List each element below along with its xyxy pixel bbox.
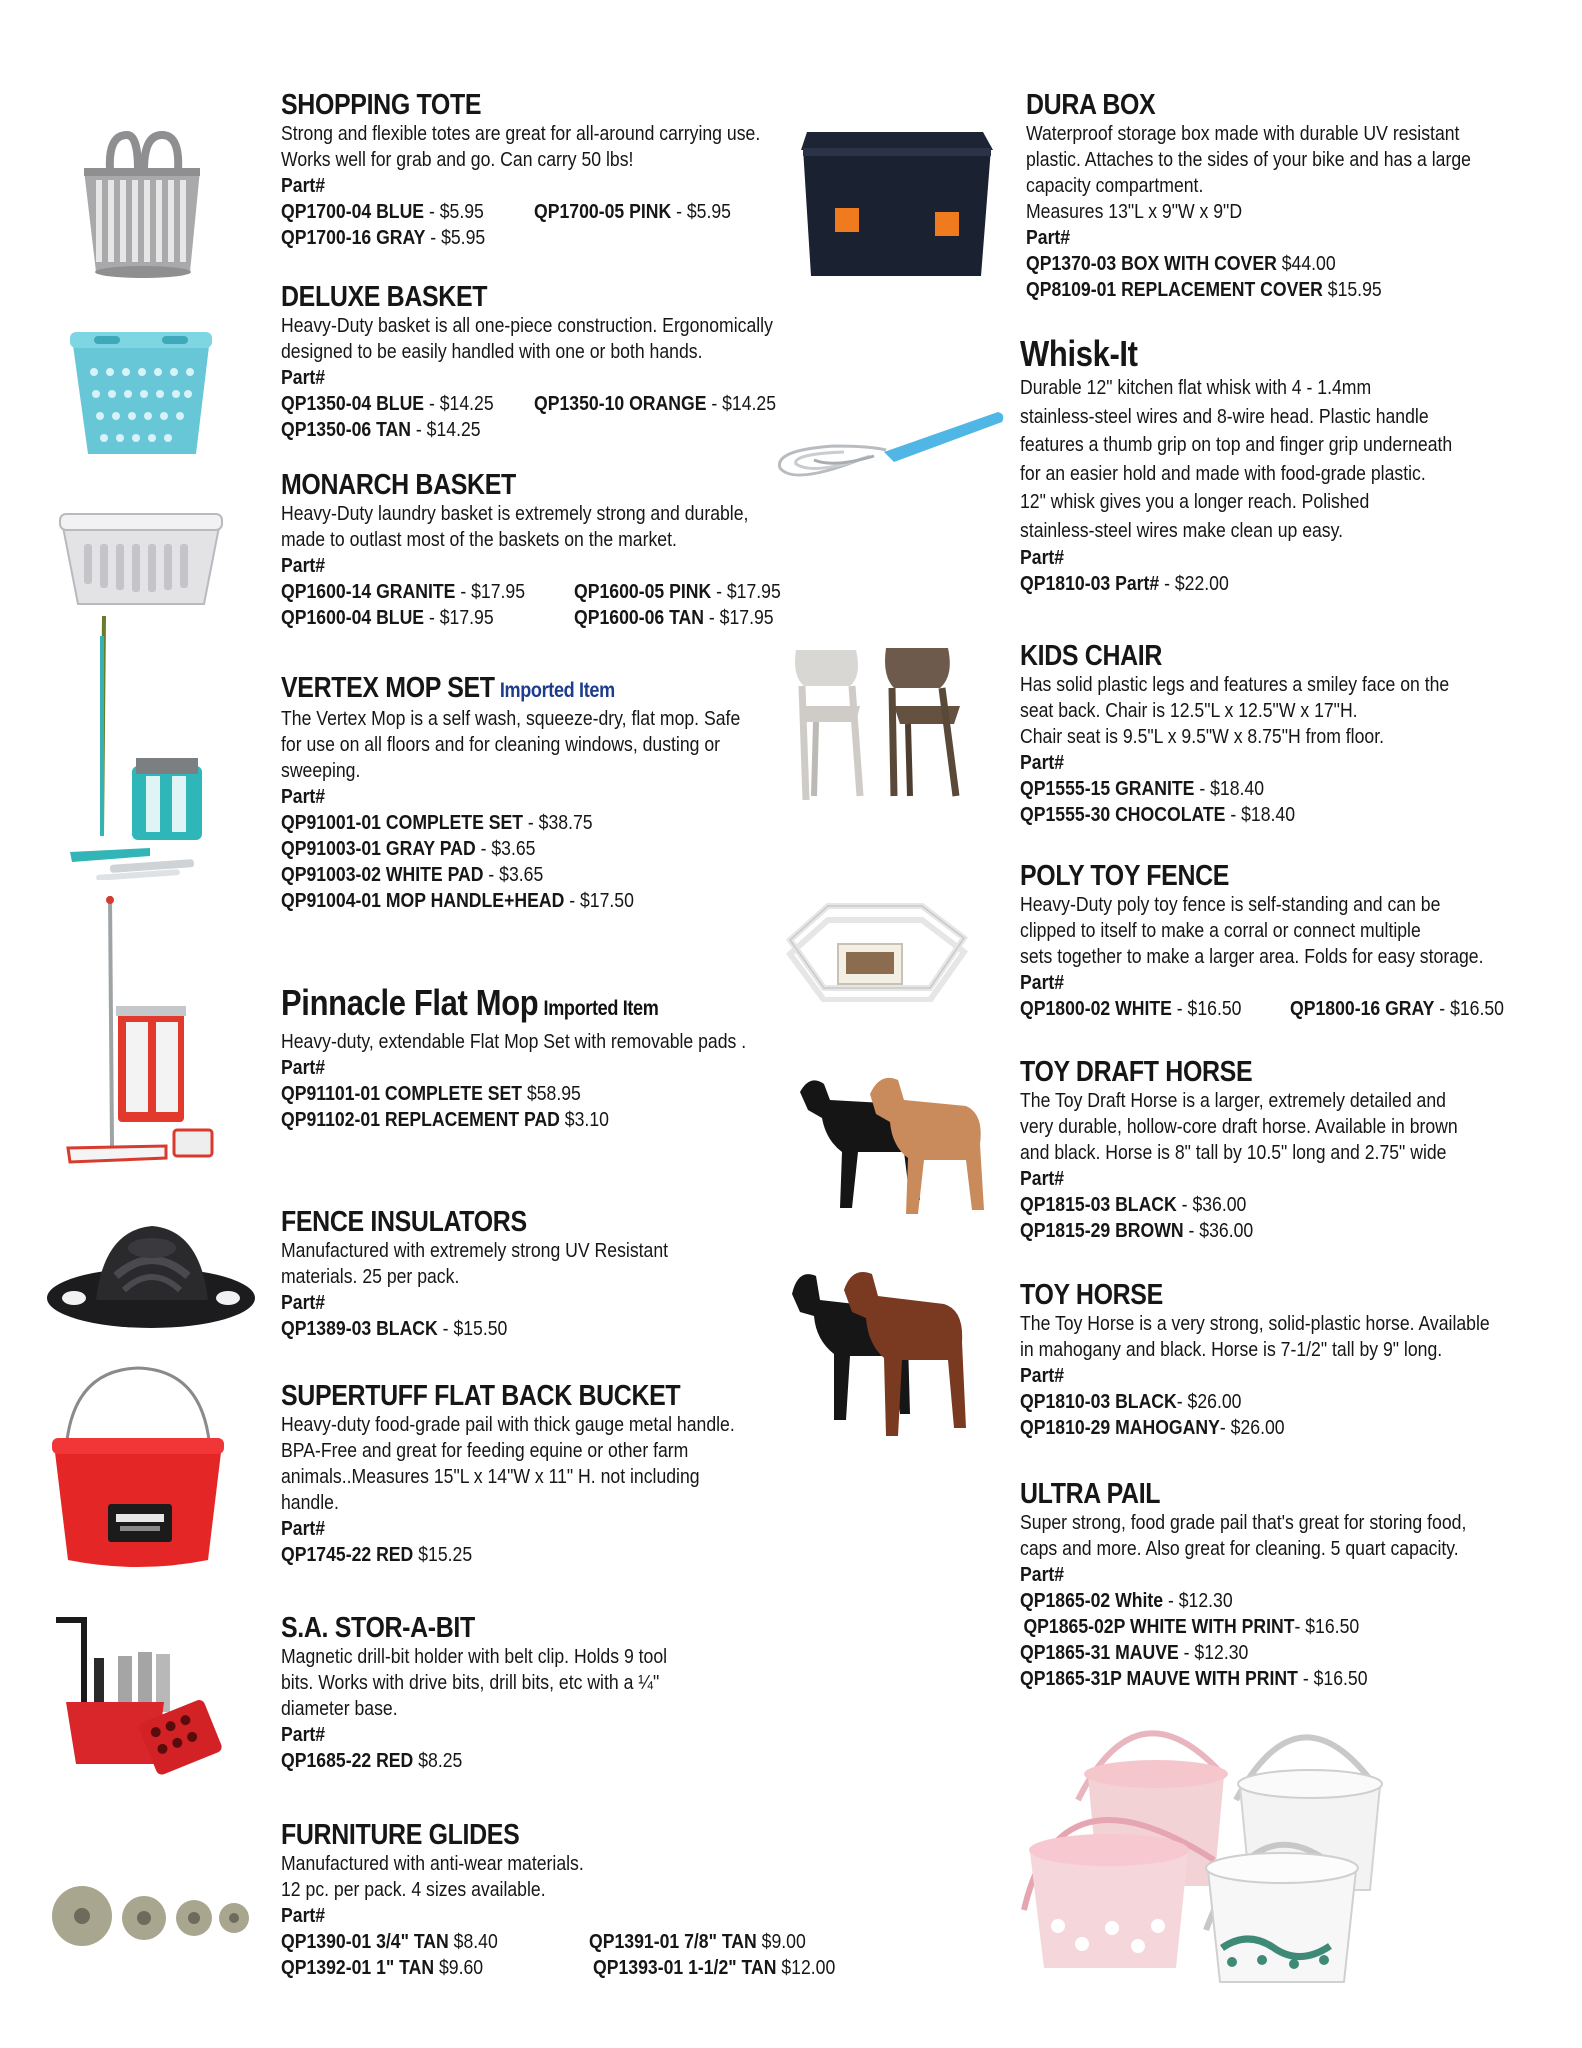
product-desc: diameter base. [281,1697,398,1720]
part-price: - $16.50 [1294,1615,1360,1638]
part-code: QP1370-03 BOX WITH COVER [1026,252,1277,275]
imported-tag: Imported Item [543,997,659,1020]
part-price: - $3.65 [475,837,536,860]
toy-draft-horse-image [780,1070,1000,1220]
product-title: ULTRA PAIL [1020,1478,1161,1510]
part-label: Part# [1020,1364,1065,1387]
product-desc: Manufactured with extremely strong UV Resistant [281,1239,669,1262]
part-price: - $5.95 [424,200,484,223]
part-code: QP1800-02 WHITE [1020,997,1172,1020]
part-code: QP1350-06 TAN [281,418,412,441]
product-desc: handle. [281,1491,339,1514]
product-title: Pinnacle Flat Mop Imported Item [281,982,659,1023]
part-code: QP1745-22 RED [281,1543,414,1566]
part-code: QP1810-03 Part# [1020,572,1160,595]
product-whisk-it [1020,334,1523,597]
product-title: S.A. STOR-A-BIT [281,1612,475,1644]
part-price: - $17.95 [455,580,526,603]
product-title: TOY HORSE [1020,1279,1163,1311]
part-code: QP1555-30 CHOCOLATE [1020,803,1226,826]
product-desc: for use on all floors and for cleaning windows, dusting or [281,733,721,756]
fence-insulator-image [44,1216,258,1334]
product-desc: Measures 13"L x 9"W x 9"D [1026,200,1243,223]
part-code: QP1389-03 BLACK [281,1317,438,1340]
part-price: $15.25 [413,1543,473,1566]
product-title: TOY DRAFT HORSE [1020,1056,1253,1088]
part-code: QP1600-06 TAN [574,606,705,629]
part-price: $12.00 [776,1956,836,1979]
part-price: - $16.50 [1297,1667,1368,1690]
product-desc: Magnetic drill-bit holder with belt clip. Holds 9 tool [281,1645,668,1668]
part-label: Part# [1020,751,1065,774]
product-title: KIDS CHAIR [1020,640,1163,672]
part-label: Part# [1020,971,1065,994]
product-desc: Heavy-Duty basket is all one-piece construction. Ergonomically [281,314,773,337]
product-desc: Heavy-duty, extendable Flat Mop Set with removable pads . [281,1030,747,1053]
product-desc: animals..Measures 15"L x 14"W x 11" H. not including [281,1465,700,1488]
product-desc: Works well for grab and go. Can carry 50 lbs! [281,148,634,171]
part-code: QP1700-04 BLUE [281,200,425,223]
part-price: - $3.65 [483,863,544,886]
part-code: QP1865-02P WHITE WITH PRINT [1023,1615,1295,1638]
part-price: - $14.25 [706,392,777,415]
part-label: Part# [281,785,326,808]
product-desc: 12 pc. per pack. 4 sizes available. [281,1878,546,1901]
part-price: - $17.95 [711,580,781,603]
part-code: QP1600-14 GRANITE [281,580,456,603]
shopping-tote-image [72,130,212,280]
part-code: QP91101-01 COMPLETE SET [281,1082,523,1105]
product-stor-a-bit [281,1613,730,1774]
part-code: QP91001-01 COMPLETE SET [281,811,524,834]
part-label: Part# [1026,226,1071,249]
product-desc: The Vertex Mop is a self wash, squeeze-dry, flat mop. Safe [281,707,741,730]
product-desc: stainless-steel wires and 8-wire head. Plastic handle [1020,404,1429,428]
product-title: MONARCH BASKET [281,469,516,501]
product-desc: The Toy Draft Horse is a larger, extremely detailed and [1020,1089,1446,1112]
part-price: - $15.50 [437,1317,508,1340]
part-code: QP8109-01 REPLACEMENT COVER [1026,278,1323,301]
part-code: QP1391-01 7/8" TAN [589,1930,757,1953]
product-desc: Heavy-Duty laundry basket is extremely strong and durable, [281,502,749,525]
toy-horse-image [780,1264,980,1444]
product-desc: very durable, hollow-core draft horse. Available in brown [1020,1115,1458,1138]
part-price: $15.95 [1322,278,1382,301]
part-label: Part# [1020,1563,1065,1586]
furniture-glides-image [48,1880,254,1950]
product-title: DELUXE BASKET [281,281,488,313]
part-code: QP1865-31P MAUVE WITH PRINT [1020,1667,1298,1690]
product-desc: seat back. Chair is 12.5"L x 12.5"W x 17"H. [1020,699,1358,722]
ultra-pail-image [1018,1690,1438,1990]
part-price: - $38.75 [523,811,593,834]
stor-a-bit-image [54,1598,224,1788]
part-code: QP1700-16 GRAY [281,226,426,249]
part-code: QP1600-05 PINK [574,580,712,603]
part-price: $8.40 [448,1930,498,1953]
part-code: QP1865-02 White [1020,1589,1164,1612]
part-code: QP1392-01 1" TAN [281,1956,435,1979]
part-label: Part# [1020,546,1065,569]
product-desc: Heavy-duty food-grade pail with thick gauge metal handle. [281,1413,735,1436]
part-price: - $16.50 [1434,997,1504,1020]
supertuff-bucket-image [50,1364,226,1574]
part-price: - $17.95 [704,606,774,629]
product-pinnacle-mop [281,983,822,1133]
part-price: - $17.50 [564,889,634,912]
product-desc: Strong and flexible totes are great for all-around carrying use. [281,122,761,145]
product-desc: sets together to make a larger area. Folds for easy storage. [1020,945,1484,968]
product-poly-fence [1020,861,1559,1022]
product-dura-box [1026,90,1543,303]
part-price: - $36.00 [1183,1219,1254,1242]
part-price: $44.00 [1276,252,1336,275]
part-price: - $18.40 [1194,777,1265,800]
product-monarch-basket [281,470,825,631]
part-label: Part# [281,1517,326,1540]
product-title: VERTEX MOP SET Imported Item [281,672,615,704]
product-desc: made to outlast most of the baskets on the market. [281,528,677,551]
product-furniture-glides [281,1819,836,1981]
product-title: SHOPPING TOTE [281,89,482,121]
product-desc: bits. Works with drive bits, drill bits, etc with a ¼" [281,1671,660,1694]
product-kids-chair [1020,641,1519,828]
product-title: DURA BOX [1026,89,1156,121]
part-label: Part# [281,1056,326,1079]
product-title: FURNITURE GLIDES [281,1819,520,1851]
part-code: QP1700-05 PINK [534,200,672,223]
product-desc: designed to be easily handled with one or both hands. [281,340,703,363]
part-price: $3.10 [559,1108,609,1131]
monarch-basket-image [58,504,224,610]
product-ultra-pail [1020,1479,1539,1692]
part-code: QP1815-03 BLACK [1020,1193,1177,1216]
product-desc: and black. Horse is 8" tall by 10.5" long and 2.75" wide [1020,1141,1447,1164]
part-price: - $5.95 [425,226,486,249]
product-desc: plastic. Attaches to the sides of your bike and has a large [1026,148,1471,171]
whisk-image [774,406,1008,496]
vertex-mop-image [66,616,216,880]
part-code: QP1350-10 ORANGE [534,392,707,415]
part-code: QP1555-15 GRANITE [1020,777,1195,800]
part-label: Part# [281,1291,326,1314]
product-desc: in mahogany and black. Horse is 7-1/2" tall by 9" long. [1020,1338,1443,1361]
product-title: POLY TOY FENCE [1020,860,1230,892]
part-code: QP1815-29 BROWN [1020,1219,1184,1242]
product-desc: features a thumb grip on top and finger grip underneath [1020,433,1453,456]
kids-chair-image [790,646,990,804]
part-price: - $16.50 [1171,997,1242,1020]
part-code: QP1393-01 1-1/2" TAN [593,1956,777,1979]
product-desc: Durable 12" kitchen flat whisk with 4 - 1.4mm [1020,376,1372,399]
product-desc: The Toy Horse is a very strong, solid-plastic horse. Available [1020,1312,1490,1335]
product-desc: for an easier hold and made with food-grade plastic. [1020,461,1426,485]
part-label: Part# [281,366,326,389]
part-code: QP91003-02 WHITE PAD [281,863,484,886]
product-supertuff-bucket [281,1381,809,1568]
part-label: Part# [281,554,326,577]
part-price: - $14.25 [411,418,481,441]
part-price: - $5.95 [671,200,731,223]
part-price: $8.25 [413,1749,463,1772]
product-deluxe-basket [281,282,853,443]
product-title: Whisk-It [1020,333,1138,374]
product-desc: stainless-steel wires make clean up easy. [1020,518,1344,542]
part-code: QP91004-01 MOP HANDLE+HEAD [281,889,565,912]
part-price: - $26.00 [1219,1416,1285,1439]
part-code: QP1865-31 MAUVE [1020,1641,1179,1664]
part-code: QP1390-01 3/4" TAN [281,1930,449,1953]
part-price: $9.00 [756,1930,806,1953]
part-price: - $14.25 [424,392,494,415]
part-code: QP1810-03 BLACK [1020,1390,1177,1413]
pinnacle-mop-image [62,896,228,1168]
part-price: - $22.00 [1159,572,1229,595]
product-shopping-tote [281,90,838,251]
deluxe-basket-image [66,322,216,462]
product-desc: materials. 25 per pack. [281,1265,460,1288]
part-code: QP1600-04 BLUE [281,606,425,629]
part-code: QP1810-29 MAHOGANY [1020,1416,1220,1439]
part-label: Part# [281,174,326,197]
part-price: - $26.00 [1176,1390,1242,1413]
product-desc: clipped to itself to make a corral or connect multiple [1020,919,1421,942]
product-desc: Manufactured with anti-wear materials. [281,1852,584,1875]
part-label: Part# [1020,1167,1065,1190]
part-code: QP1685-22 RED [281,1749,414,1772]
part-label: Part# [281,1723,326,1746]
product-fence-insulators [281,1207,731,1342]
part-code: QP1350-04 BLUE [281,392,425,415]
product-desc: caps and more. Also great for cleaning. 5 quart capacity. [1020,1537,1459,1560]
part-code: QP1800-16 GRAY [1290,997,1435,1020]
part-label: Part# [281,1904,326,1927]
product-desc: BPA-Free and great for feeding equine or other farm [281,1439,689,1462]
part-price: - $36.00 [1176,1193,1247,1216]
imported-tag: Imported Item [499,679,615,702]
product-desc: Has solid plastic legs and features a smiley face on the [1020,673,1450,696]
product-title: SUPERTUFF FLAT BACK BUCKET [281,1380,681,1412]
dura-box-image [797,126,997,284]
product-desc: Heavy-Duty poly toy fence is self-standing and can be [1020,893,1441,916]
part-price: $9.60 [434,1956,484,1979]
product-desc: Super strong, food grade pail that's great for storing food, [1020,1511,1467,1534]
product-toy-horse [1020,1280,1566,1441]
product-desc: 12" whisk gives you a longer reach. Polished [1020,490,1370,513]
part-price: - $18.40 [1225,803,1296,826]
product-vertex-mop [281,673,815,914]
part-code: QP91003-01 GRAY PAD [281,837,476,860]
part-code: QP91102-01 REPLACEMENT PAD [281,1108,560,1131]
product-title: FENCE INSULATORS [281,1206,527,1238]
product-desc: Waterproof storage box made with durable UV resistant [1026,122,1460,145]
product-desc: capacity compartment. [1026,174,1204,197]
part-price: - $12.30 [1178,1641,1249,1664]
poly-fence-image [782,892,972,1002]
part-price: $58.95 [522,1082,581,1105]
part-price: - $12.30 [1163,1589,1233,1612]
product-toy-draft-horse [1020,1057,1529,1244]
product-desc: Chair seat is 9.5"L x 9.5"W x 8.75"H from floor. [1020,725,1385,748]
part-price: - $17.95 [424,606,494,629]
product-desc: sweeping. [281,759,361,782]
